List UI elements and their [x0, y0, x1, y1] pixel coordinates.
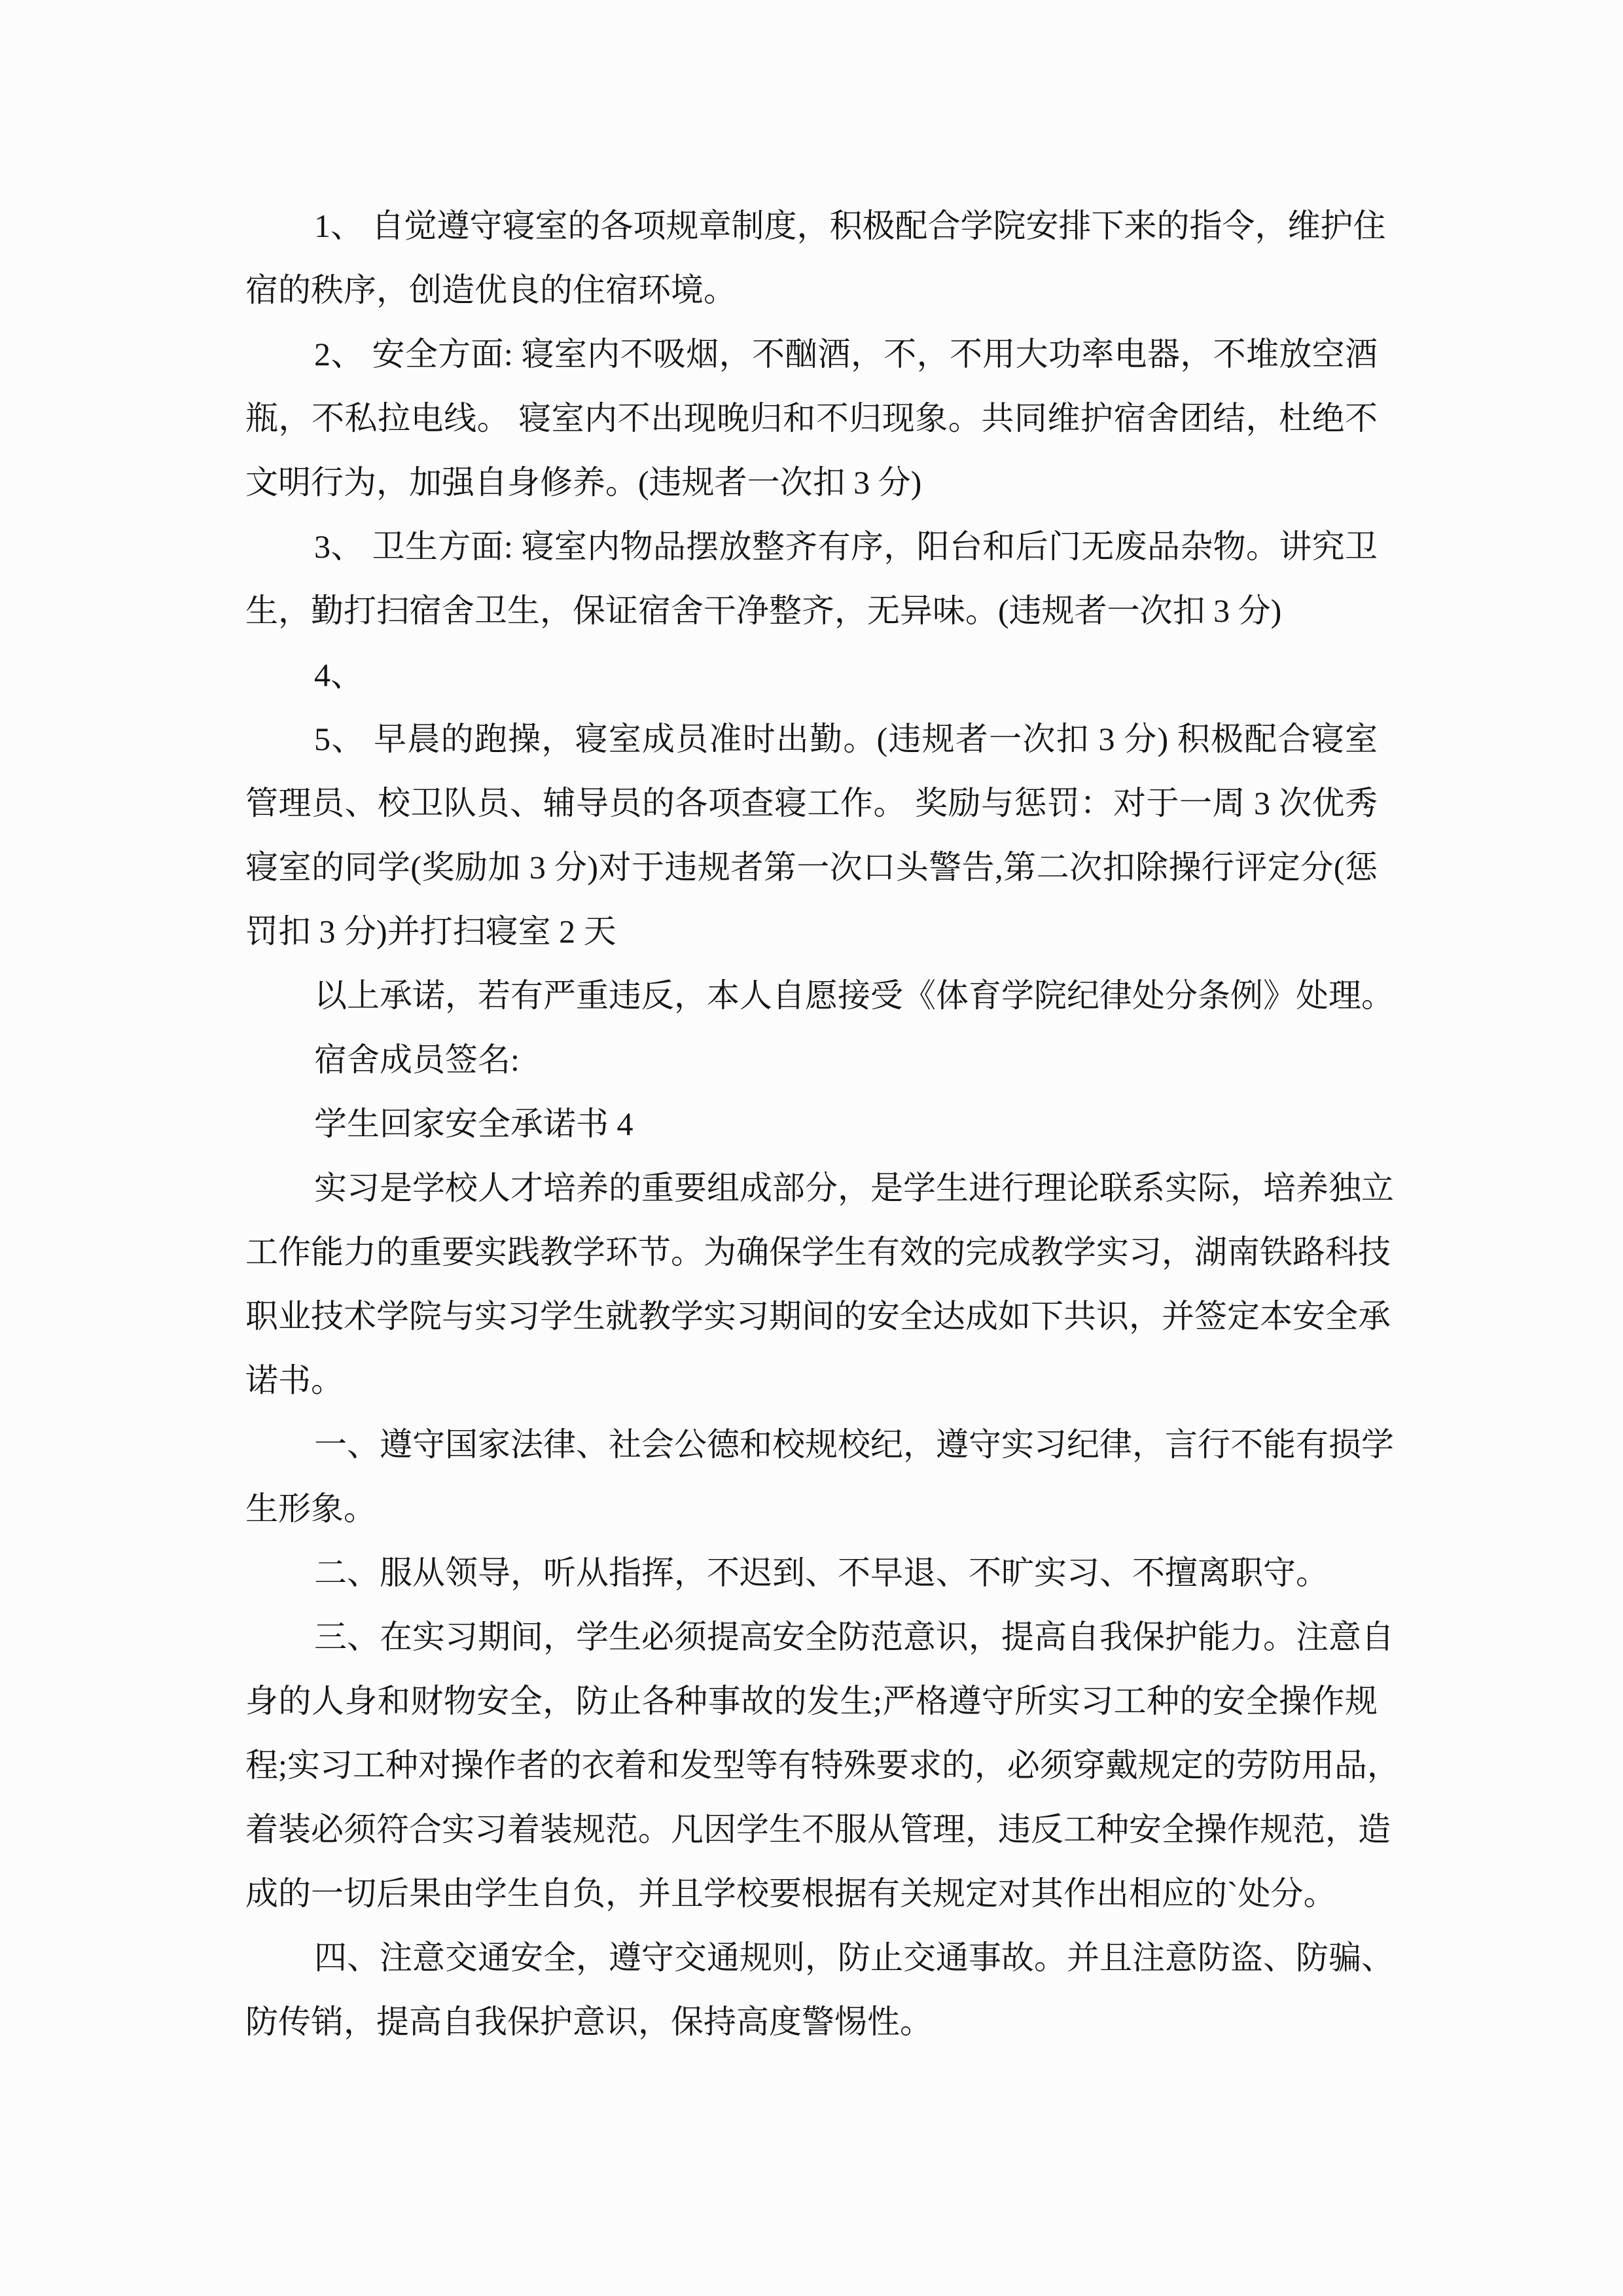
text-line: 四、注意交通安全，遵守交通规则，防止交通事故。并且注意防盗、防骗、: [314, 1939, 1394, 1976]
text-line: 诺书。: [245, 1362, 344, 1399]
text-line: 宿舍成员签名:: [314, 1041, 520, 1078]
text-line: 瓶，不私拉电线。 寝室内不出现晚归和不归现象。共同维护宿舍团结，杜绝不: [245, 400, 1378, 437]
text-line: 二、服从领导，听从指挥，不迟到、不早退、不旷实习、不擅离职守。: [314, 1554, 1329, 1591]
text-line: 一、遵守国家法律、社会公德和校规校纪，遵守实习纪律，言行不能有损学: [314, 1426, 1394, 1463]
text-line: 职业技术学院与实习学生就教学实习期间的安全达成如下共识，并签定本安全承: [245, 1298, 1391, 1335]
text-line: 管理员、校卫队员、辅导员的各项查寝工作。 奖励与惩罚：对于一周 3 次优秀: [245, 785, 1378, 821]
text-line: 4、: [314, 656, 363, 693]
text-line: 2、 安全方面: 寝室内不吸烟，不酗酒，不，不用大功率电器，不堆放空酒: [314, 336, 1378, 372]
text-line: 3、 卫生方面: 寝室内物品摆放整齐有序，阳台和后门无废品杂物。讲究卫: [314, 528, 1378, 565]
text-line: 1、 自觉遵守寝室的各项规章制度，积极配合学院安排下来的指令，维护住: [314, 207, 1386, 244]
text-line: 三、在实习期间，学生必须提高安全防范意识，提高自我保护能力。注意自: [314, 1619, 1394, 1655]
text-line: 5、 早晨的跑操，寝室成员准时出勤。(违规者一次扣 3 分) 积极配合寝室: [314, 721, 1378, 757]
text-line: 罚扣 3 分)并打扫寝室 2 天: [245, 913, 616, 950]
text-line: 学生回家安全承诺书 4: [314, 1105, 633, 1142]
text-line: 生，勤打扫宿舍卫生，保证宿舍干净整齐，无异味。(违规者一次扣 3 分): [245, 592, 1282, 629]
text-line: 成的一切后果由学生自负，并且学校要根据有关规定对其作出相应的`处分。: [245, 1875, 1336, 1912]
text-line: 防传销，提高自我保护意识，保持高度警惕性。: [245, 2003, 933, 2040]
text-line: 生形象。: [245, 1490, 376, 1527]
text-line: 着装必须符合实习着装规范。凡因学生不服从管理，违反工种安全操作规范，造: [245, 1811, 1391, 1848]
text-line: 以上承诺，若有严重违反，本人自愿接受《体育学院纪律处分条例》处理。: [314, 977, 1394, 1014]
text-line: 身的人身和财物安全，防止各种事故的发生;严格遵守所实习工种的安全操作规: [245, 1683, 1378, 1719]
text-line: 工作能力的重要实践教学环节。为确保学生有效的完成教学实习，湖南铁路科技: [245, 1234, 1391, 1270]
text-line: 程;实习工种对操作者的衣着和发型等有特殊要求的，必须穿戴规定的劳防用品，: [245, 1747, 1400, 1784]
text-line: 实习是学校人才培养的重要组成部分，是学生进行理论联系实际，培养独立: [314, 1170, 1394, 1206]
text-line: 宿的秩序，创造优良的住宿环境。: [245, 272, 736, 308]
text-line: 文明行为，加强自身修养。(违规者一次扣 3 分): [245, 464, 922, 501]
document-text-block: [245, 194, 1400, 2054]
text-line: 寝室的同学(奖励加 3 分)对于违规者第一次口头警告,第二次扣除操行评定分(惩: [245, 849, 1378, 886]
